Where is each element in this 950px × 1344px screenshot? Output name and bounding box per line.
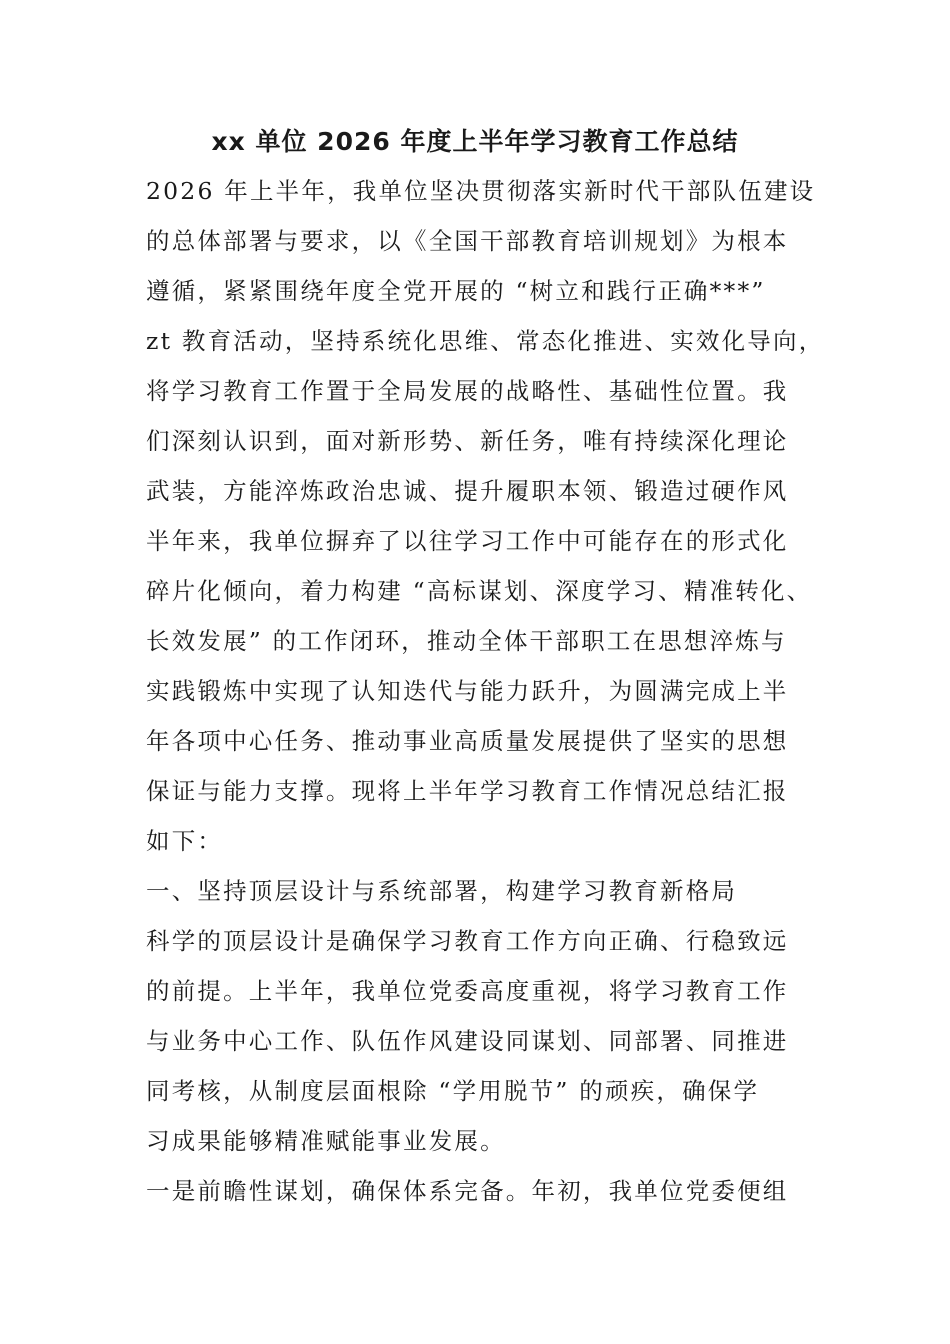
paragraph-line: 2026 年上半年，我单位坚决贯彻落实新时代干部队伍建设 bbox=[146, 177, 816, 205]
paragraph-line: 如下： bbox=[146, 827, 224, 855]
paragraph-line: 一是前瞻性谋划，确保体系完备。年初，我单位党委便组 bbox=[146, 1177, 789, 1205]
paragraph-line: 将学习教育工作置于全局发展的战略性、基础性位置。我 bbox=[146, 377, 789, 405]
paragraph-line: 习成果能够精准赋能事业发展。 bbox=[146, 1127, 506, 1155]
paragraph-line: 科学的顶层设计是确保学习教育工作方向正确、行稳致远 bbox=[146, 927, 789, 955]
paragraph-line: 长效发展” 的工作闭环，推动全体干部职工在思想淬炼与 bbox=[146, 627, 787, 655]
paragraph-line: 的总体部署与要求，以《全国干部教育培训规划》为根本 bbox=[146, 227, 789, 255]
paragraph-line: 与业务中心工作、队伍作风建设同谋划、同部署、同推进 bbox=[146, 1027, 789, 1055]
paragraph-line: 同考核，从制度层面根除 “学用脱节” 的顽疾，确保学 bbox=[146, 1077, 760, 1105]
paragraph-line: zt 教育活动，坚持系统化思维、常态化推进、实效化导向， bbox=[146, 327, 825, 355]
paragraph-line: 半年来，我单位摒弃了以往学习工作中可能存在的形式化 bbox=[146, 527, 789, 555]
paragraph-line: 碎片化倾向，着力构建 “高标谋划、深度学习、精准转化、 bbox=[146, 577, 813, 605]
paragraph-line: 实践锻炼中实现了认知迭代与能力跃升，为圆满完成上半 bbox=[146, 677, 789, 705]
paragraph-line: 武装，方能淬炼政治忠诚、提升履职本领、锻造过硬作风 bbox=[146, 477, 789, 505]
paragraph-line: 的前提。上半年，我单位党委高度重视，将学习教育工作 bbox=[146, 977, 789, 1005]
document-title: xx 单位 2026 年度上半年学习教育工作总结 bbox=[211, 127, 739, 156]
paragraph-line: 年各项中心任务、推动事业高质量发展提供了坚实的思想 bbox=[146, 727, 789, 755]
paragraph-line: 们深刻认识到，面对新形势、新任务，唯有持续深化理论 bbox=[146, 427, 789, 455]
paragraph-line: 遵循，紧紧围绕年度全党开展的 “树立和践行正确***” bbox=[146, 277, 766, 305]
paragraph-line: 保证与能力支撑。现将上半年学习教育工作情况总结汇报 bbox=[146, 777, 789, 805]
section-heading: 一、坚持顶层设计与系统部署，构建学习教育新格局 bbox=[146, 877, 738, 905]
